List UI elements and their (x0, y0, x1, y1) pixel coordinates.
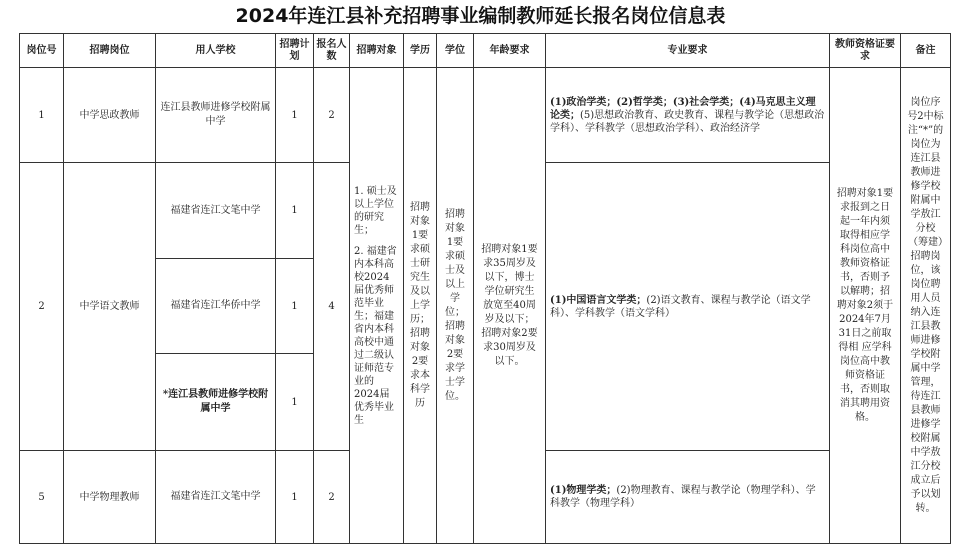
header-cert: 教师资格证要求 (830, 34, 901, 68)
post-name-cell: 中学语文教师 (64, 163, 156, 451)
header-post-name: 招聘岗位 (64, 34, 156, 68)
school-cell: 福建省连江文笔中学 (156, 163, 276, 259)
header-post-no: 岗位号 (20, 34, 64, 68)
page-title: 2024年连江县补充招聘事业编制教师延长报名岗位信息表 (235, 5, 726, 27)
plan-cell: 1 (276, 163, 314, 259)
header-applicants: 报名人数 (314, 34, 350, 68)
header-age: 年龄要求 (474, 34, 546, 68)
remark-cell: 岗位序号2中标注“*”的岗位为连江县教师进修学校附属中学敖江分校（筹建）招聘岗位，该岗位聘用人员纳入连江县教师进修学校附属中学管理，待连江县教师进修学校附属中学敖江分校成立后予以划转。 (901, 68, 951, 544)
major-cell-politics (546, 68, 830, 163)
major-chinese-core: (1)中国语言文学类； (550, 294, 647, 306)
post-no-cell: 2 (20, 163, 64, 451)
school-cell: 福建省连江文笔中学 (156, 451, 276, 544)
school-cell: 福建省连江华侨中学 (156, 259, 276, 354)
major-cell-chinese (546, 163, 830, 451)
header-plan: 招聘计划 (276, 34, 314, 68)
header-degree: 学位 (437, 34, 474, 68)
major-politics-core: (1)政治学类；(2)哲学类；(3)社会学类；(4)马克思主义理论类； (550, 96, 816, 121)
cert-cell: 招聘对象1要求报到之日起一年内须取得相应学科岗位高中教师资格证书，否则予以解聘；招聘对象2须于2024年7月31日之前取得相 应学科岗位高中教师资格证书，否则取消其聘用资格。 (830, 68, 901, 544)
major-chinese-rest: (2)语文教育、课程与教学论（语文学科）、学科教学（语文学科） (550, 294, 811, 319)
school-cell-starred: *连江县教师进修学校附属中学 (156, 354, 276, 451)
header-education: 学历 (404, 34, 437, 68)
target-item-2: 2. 福建省内本科高校2024届优秀师范毕业生；福建省内本科高校中通过二级认证师范专业的2024届优秀毕业生 (354, 245, 397, 426)
applicants-cell: 2 (314, 451, 350, 544)
header-major: 专业要求 (546, 34, 830, 68)
header-target: 招聘对象 (350, 34, 404, 68)
degree-cell: 招聘对象1要求硕士及以上学位；招聘对象2要求学士学位。 (437, 68, 474, 544)
major-physics-rest: (2)物理教育、课程与教学论（物理学科）、学科教学（物理学科） (550, 485, 816, 509)
target-cell (350, 68, 404, 544)
plan-cell: 1 (276, 451, 314, 544)
major-physics-core: (1)物理学类； (550, 485, 617, 496)
header-school: 用人学校 (156, 34, 276, 68)
school-cell: 连江县教师进修学校附属中学 (156, 68, 276, 163)
job-table (19, 33, 951, 544)
target-item-1: 1. 硕士及以上学位的研究生； (354, 185, 397, 236)
post-no-cell: 1 (20, 68, 64, 163)
applicants-cell: 2 (314, 68, 350, 163)
header-row (20, 34, 951, 68)
major-politics-rest: (5)思想政治教育、政史教育、课程与教学论（思想政治学科）、学科教学（思想政治学科）、政治经济学 (550, 109, 825, 134)
post-no-cell: 5 (20, 451, 64, 544)
post-name-cell: 中学思政教师 (64, 68, 156, 163)
header-remark: 备注 (901, 34, 951, 68)
education-cell: 招聘对象1要求硕士研究生及以上学历；招聘对象2要求本科学历 (404, 68, 437, 544)
age-cell: 招聘对象1要求35周岁及以下，博士学位研究生放宽至40周岁及以下；招聘对象2要求30周岁及以下。 (474, 68, 546, 544)
table-row (20, 68, 951, 163)
plan-cell: 1 (276, 259, 314, 354)
plan-cell: 1 (276, 354, 314, 451)
post-name-cell: 中学物理教师 (64, 451, 156, 544)
major-cell-physics (546, 451, 830, 544)
plan-cell: 1 (276, 68, 314, 163)
applicants-cell: 4 (314, 163, 350, 451)
